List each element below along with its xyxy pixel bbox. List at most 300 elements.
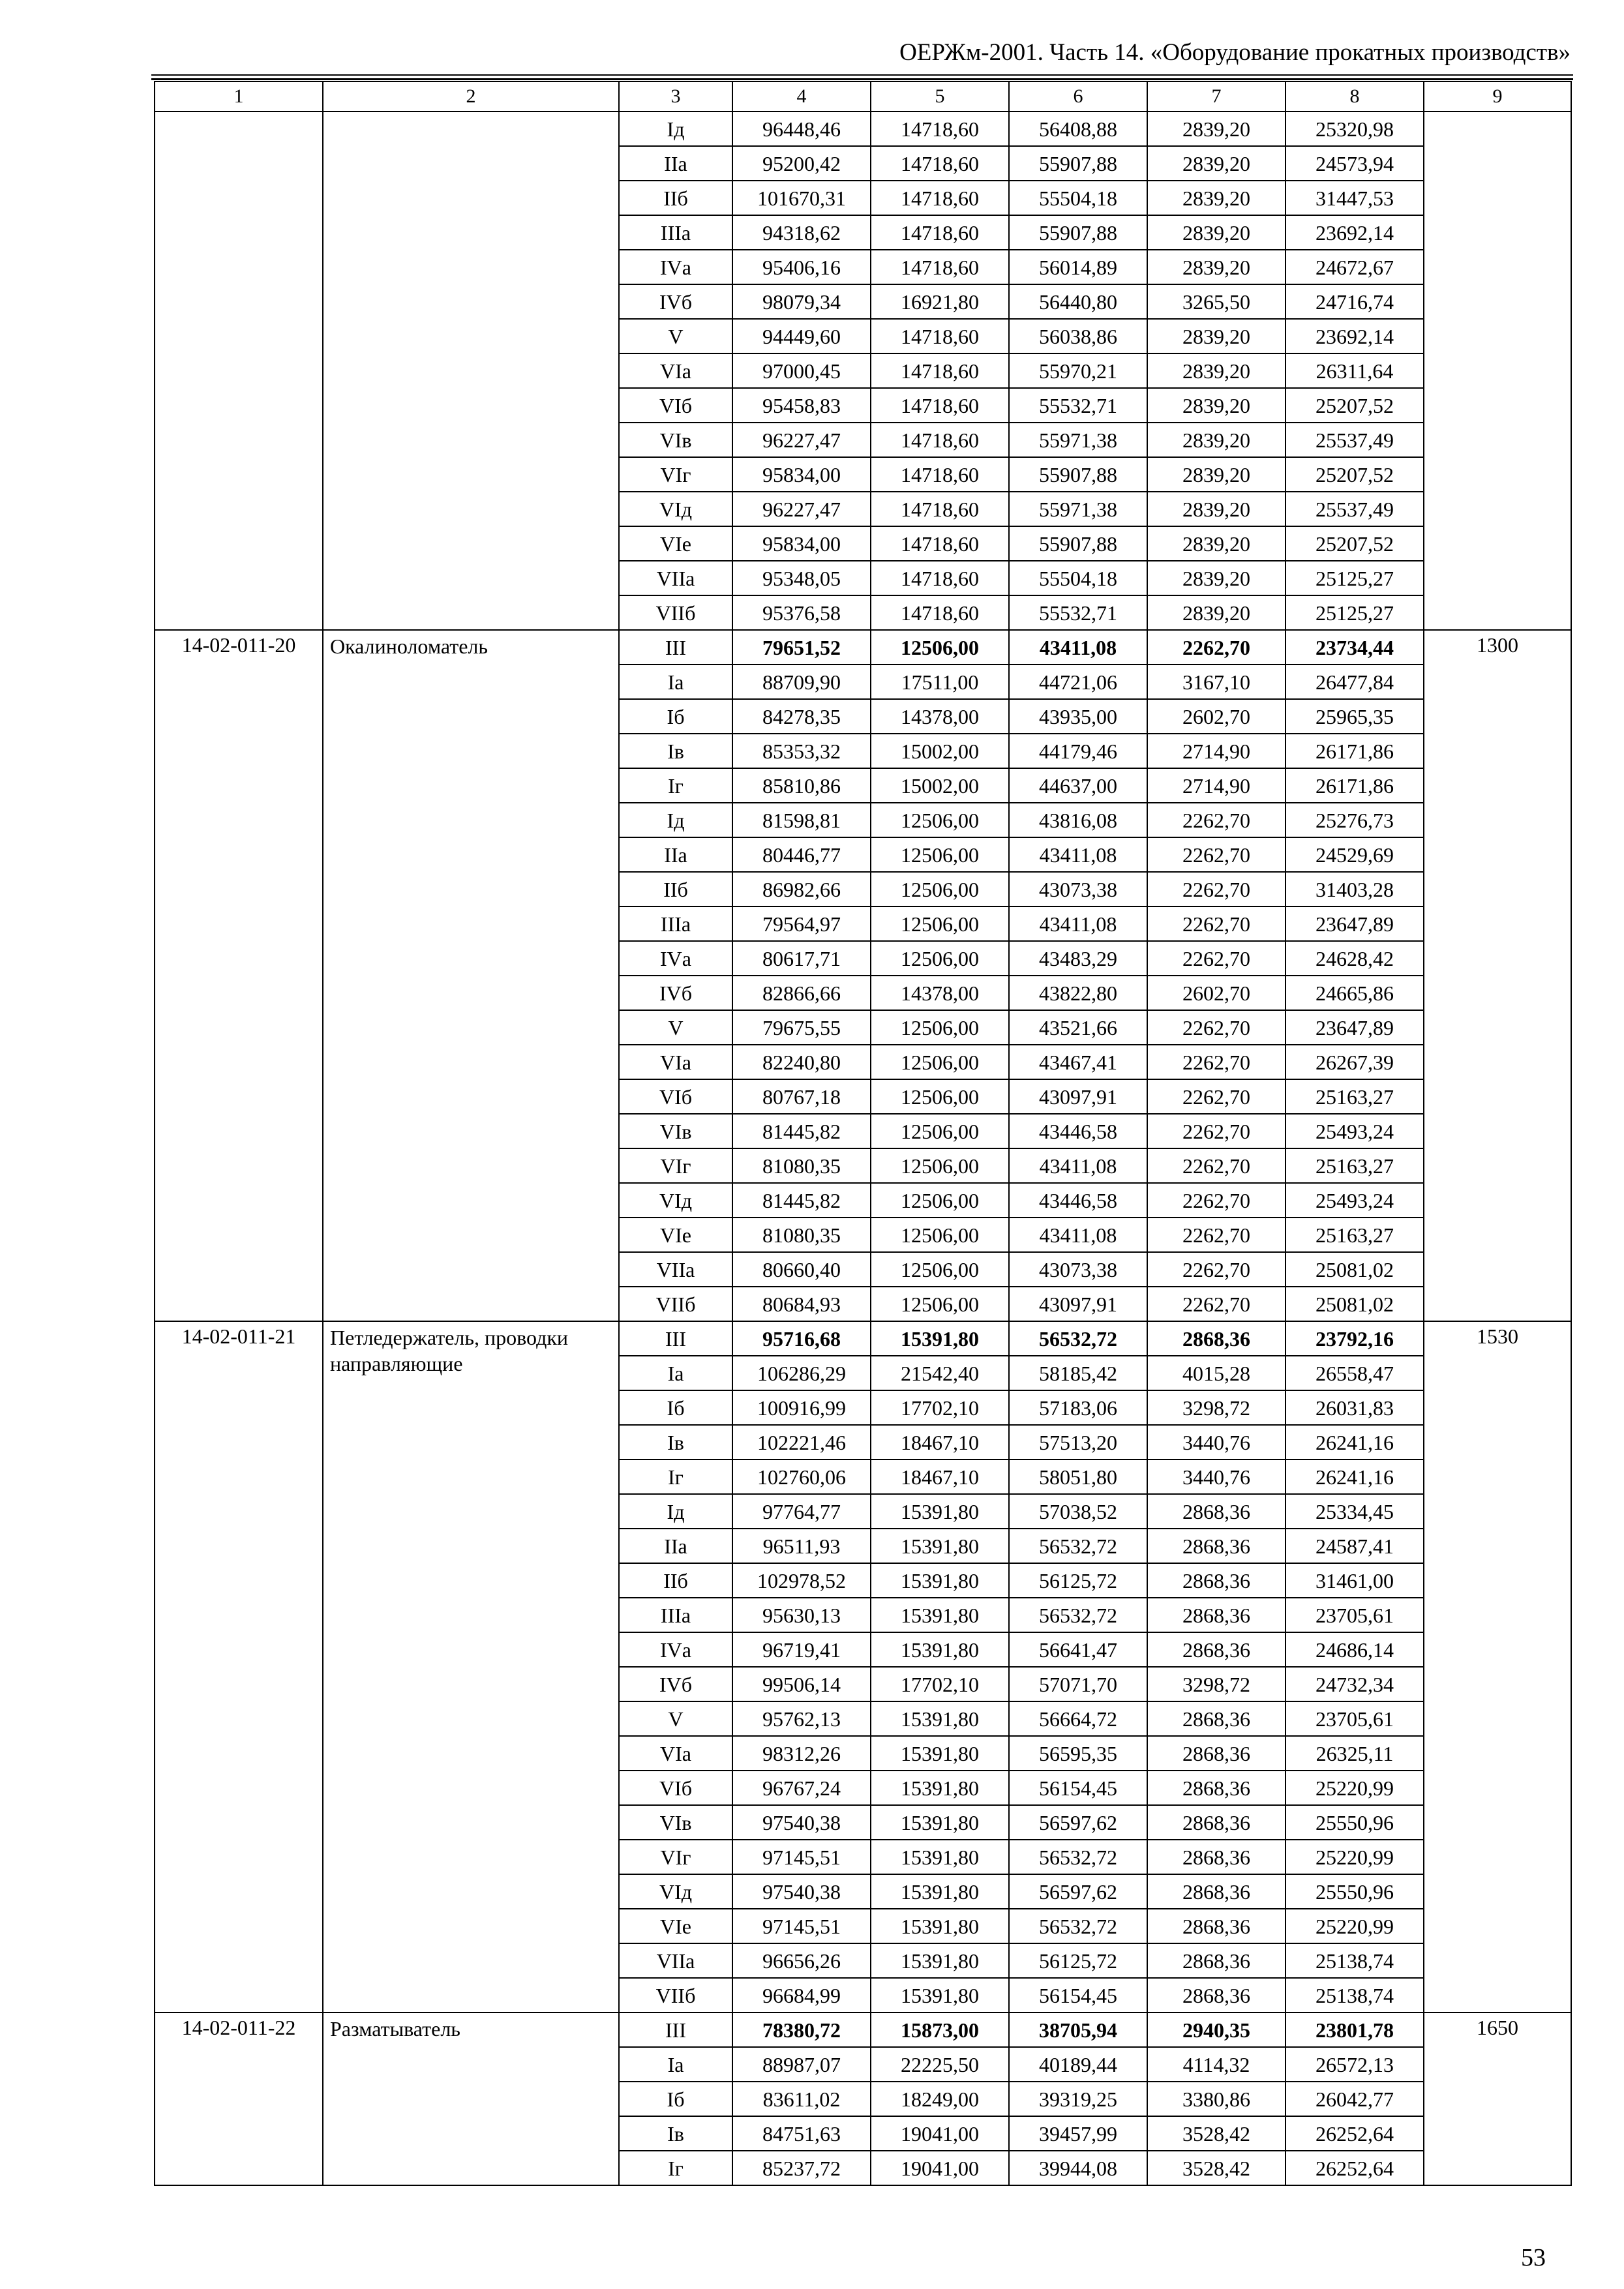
value-cell: 15391,80 bbox=[871, 1978, 1009, 2012]
value-cell: 43097,91 bbox=[1009, 1079, 1147, 1114]
zone-cell: VIа bbox=[619, 353, 732, 388]
zone-cell: IIIа bbox=[619, 215, 732, 250]
zone-cell: VIд bbox=[619, 1874, 732, 1909]
value-cell: 2868,36 bbox=[1147, 1632, 1286, 1667]
value-cell: 2839,20 bbox=[1147, 112, 1286, 146]
value-cell: 43073,38 bbox=[1009, 872, 1147, 906]
column-number: 9 bbox=[1424, 82, 1571, 112]
value-cell: 94449,60 bbox=[732, 319, 871, 353]
value-cell: 15002,00 bbox=[871, 768, 1009, 803]
value-cell: 2839,20 bbox=[1147, 215, 1286, 250]
zone-cell: VIд bbox=[619, 492, 732, 526]
table-row bbox=[155, 112, 1571, 146]
zone-cell: V bbox=[619, 1701, 732, 1736]
value-cell: 96719,41 bbox=[732, 1632, 871, 1667]
value-cell: 3380,86 bbox=[1147, 2082, 1286, 2116]
value-cell: 26267,39 bbox=[1286, 1045, 1424, 1079]
zone-cell: Iв bbox=[619, 1425, 732, 1459]
value-cell: 99506,14 bbox=[732, 1667, 871, 1701]
value-cell: 12506,00 bbox=[871, 1252, 1009, 1287]
value-cell: 97540,38 bbox=[732, 1805, 871, 1840]
value-cell: 57038,52 bbox=[1009, 1494, 1147, 1529]
value-cell: 25138,74 bbox=[1286, 1943, 1424, 1978]
value-cell: 81445,82 bbox=[732, 1183, 871, 1218]
column-number-row bbox=[155, 82, 1571, 112]
value-cell: 14718,60 bbox=[871, 319, 1009, 353]
value-cell: 26252,64 bbox=[1286, 2151, 1424, 2185]
value-cell: 84751,63 bbox=[732, 2116, 871, 2151]
value-cell: 25493,24 bbox=[1286, 1183, 1424, 1218]
value-cell: 56532,72 bbox=[1009, 1840, 1147, 1874]
value-cell: 25334,45 bbox=[1286, 1494, 1424, 1529]
value-cell: 3298,72 bbox=[1147, 1667, 1286, 1701]
rate-code bbox=[155, 112, 323, 630]
value-cell: 43411,08 bbox=[1009, 837, 1147, 872]
value-cell: 25550,96 bbox=[1286, 1874, 1424, 1909]
value-cell: 96656,26 bbox=[732, 1943, 871, 1978]
rate-code: 14-02-011-22 bbox=[155, 2012, 323, 2185]
value-cell: 56440,80 bbox=[1009, 284, 1147, 319]
value-cell: 2839,20 bbox=[1147, 526, 1286, 561]
value-cell: 95762,13 bbox=[732, 1701, 871, 1736]
value-cell: 25537,49 bbox=[1286, 492, 1424, 526]
value-cell: 3528,42 bbox=[1147, 2151, 1286, 2185]
header-rule bbox=[151, 78, 1573, 80]
value-cell: 15873,00 bbox=[871, 2012, 1009, 2047]
value-cell: 14718,60 bbox=[871, 353, 1009, 388]
value-cell: 23705,61 bbox=[1286, 1598, 1424, 1632]
zone-cell: Iб bbox=[619, 2082, 732, 2116]
value-cell: 58185,42 bbox=[1009, 1356, 1147, 1390]
value-cell: 12506,00 bbox=[871, 1287, 1009, 1321]
value-cell: 2940,35 bbox=[1147, 2012, 1286, 2047]
value-cell: 43097,91 bbox=[1009, 1287, 1147, 1321]
value-cell: 43816,08 bbox=[1009, 803, 1147, 837]
value-cell: 2839,20 bbox=[1147, 595, 1286, 630]
value-cell: 14718,60 bbox=[871, 492, 1009, 526]
value-cell: 23647,89 bbox=[1286, 906, 1424, 941]
value-cell: 25163,27 bbox=[1286, 1079, 1424, 1114]
zone-cell: VIб bbox=[619, 1771, 732, 1805]
value-cell: 2262,70 bbox=[1147, 1252, 1286, 1287]
value-cell: 56641,47 bbox=[1009, 1632, 1147, 1667]
value-cell: 43935,00 bbox=[1009, 699, 1147, 734]
value-cell: 81080,35 bbox=[732, 1148, 871, 1183]
column-number: 2 bbox=[323, 82, 619, 112]
zone-cell: Iв bbox=[619, 734, 732, 768]
zone-cell: Iг bbox=[619, 2151, 732, 2185]
zone-cell: VIв bbox=[619, 1114, 732, 1148]
value-cell: 14718,60 bbox=[871, 595, 1009, 630]
zone-cell: Iа bbox=[619, 1356, 732, 1390]
zone-cell: VIг bbox=[619, 457, 732, 492]
value-cell: 2262,70 bbox=[1147, 1010, 1286, 1045]
value-cell: 15391,80 bbox=[871, 1494, 1009, 1529]
value-cell: 23692,14 bbox=[1286, 319, 1424, 353]
value-cell: 14718,60 bbox=[871, 112, 1009, 146]
value-cell: 26042,77 bbox=[1286, 2082, 1424, 2116]
value-cell: 56125,72 bbox=[1009, 1943, 1147, 1978]
value-cell: 18467,10 bbox=[871, 1425, 1009, 1459]
value-cell: 2839,20 bbox=[1147, 146, 1286, 181]
table-row bbox=[155, 630, 1571, 665]
column-number: 7 bbox=[1147, 82, 1286, 112]
value-cell: 26171,86 bbox=[1286, 768, 1424, 803]
value-cell: 56597,62 bbox=[1009, 1874, 1147, 1909]
value-cell: 14718,60 bbox=[871, 423, 1009, 457]
value-cell: 39457,99 bbox=[1009, 2116, 1147, 2151]
zone-cell: IIб bbox=[619, 872, 732, 906]
zone-cell: III bbox=[619, 2012, 732, 2047]
value-cell: 80660,40 bbox=[732, 1252, 871, 1287]
value-cell: 2868,36 bbox=[1147, 1771, 1286, 1805]
zone-cell: Iв bbox=[619, 2116, 732, 2151]
zone-cell: Iд bbox=[619, 112, 732, 146]
value-cell: 25207,52 bbox=[1286, 526, 1424, 561]
value-cell: 55907,88 bbox=[1009, 215, 1147, 250]
value-cell: 2839,20 bbox=[1147, 492, 1286, 526]
value-cell: 102760,06 bbox=[732, 1459, 871, 1494]
value-cell: 82866,66 bbox=[732, 976, 871, 1010]
value-cell: 2868,36 bbox=[1147, 1909, 1286, 1943]
value-cell: 83611,02 bbox=[732, 2082, 871, 2116]
zone-cell: VIв bbox=[619, 1805, 732, 1840]
value-cell: 79651,52 bbox=[732, 630, 871, 665]
value-cell: 15391,80 bbox=[871, 1632, 1009, 1667]
value-cell: 22225,50 bbox=[871, 2047, 1009, 2082]
value-cell: 24587,41 bbox=[1286, 1529, 1424, 1563]
value-cell: 43411,08 bbox=[1009, 1148, 1147, 1183]
zone-cell: IIIа bbox=[619, 1598, 732, 1632]
zone-cell: Iг bbox=[619, 1459, 732, 1494]
value-cell: 12506,00 bbox=[871, 1045, 1009, 1079]
value-cell: 15391,80 bbox=[871, 1529, 1009, 1563]
value-cell: 2839,20 bbox=[1147, 250, 1286, 284]
value-cell: 84278,35 bbox=[732, 699, 871, 734]
value-cell: 43411,08 bbox=[1009, 630, 1147, 665]
value-cell: 2714,90 bbox=[1147, 734, 1286, 768]
value-cell: 55971,38 bbox=[1009, 423, 1147, 457]
column-number: 1 bbox=[155, 82, 323, 112]
zone-cell: VIа bbox=[619, 1045, 732, 1079]
value-cell: 15391,80 bbox=[871, 1909, 1009, 1943]
value-cell: 23792,16 bbox=[1286, 1321, 1424, 1356]
value-cell: 56597,62 bbox=[1009, 1805, 1147, 1840]
value-cell: 12506,00 bbox=[871, 1183, 1009, 1218]
value-cell: 3298,72 bbox=[1147, 1390, 1286, 1425]
value-cell: 18249,00 bbox=[871, 2082, 1009, 2116]
value-cell: 2839,20 bbox=[1147, 353, 1286, 388]
value-cell: 98079,34 bbox=[732, 284, 871, 319]
value-cell: 17511,00 bbox=[871, 665, 1009, 699]
value-cell: 55907,88 bbox=[1009, 146, 1147, 181]
value-cell: 12506,00 bbox=[871, 837, 1009, 872]
value-cell: 43521,66 bbox=[1009, 1010, 1147, 1045]
value-cell: 3265,50 bbox=[1147, 284, 1286, 319]
value-cell: 43483,29 bbox=[1009, 941, 1147, 976]
zone-cell: VIIа bbox=[619, 1943, 732, 1978]
value-cell: 17702,10 bbox=[871, 1667, 1009, 1701]
value-cell: 85237,72 bbox=[732, 2151, 871, 2185]
value-cell: 96511,93 bbox=[732, 1529, 871, 1563]
zone-cell: III bbox=[619, 630, 732, 665]
value-cell: 2839,20 bbox=[1147, 388, 1286, 423]
value-cell: 15391,80 bbox=[871, 1840, 1009, 1874]
zone-cell: IIа bbox=[619, 837, 732, 872]
value-cell: 96448,46 bbox=[732, 112, 871, 146]
value-cell: 81598,81 bbox=[732, 803, 871, 837]
zone-cell: VIIа bbox=[619, 561, 732, 595]
value-cell: 3440,76 bbox=[1147, 1459, 1286, 1494]
value-cell: 25207,52 bbox=[1286, 457, 1424, 492]
running-header: ОЕРЖм-2001. Часть 14. «Оборудование прокатных производств» bbox=[899, 39, 1571, 66]
value-cell: 16921,80 bbox=[871, 284, 1009, 319]
value-cell: 57183,06 bbox=[1009, 1390, 1147, 1425]
value-cell: 26241,16 bbox=[1286, 1459, 1424, 1494]
zone-cell: IIб bbox=[619, 181, 732, 215]
zone-cell: VIв bbox=[619, 423, 732, 457]
value-cell: 95348,05 bbox=[732, 561, 871, 595]
zone-cell: V bbox=[619, 1010, 732, 1045]
value-cell: 2868,36 bbox=[1147, 1494, 1286, 1529]
value-cell: 25550,96 bbox=[1286, 1805, 1424, 1840]
value-cell: 55504,18 bbox=[1009, 561, 1147, 595]
value-cell: 85810,86 bbox=[732, 768, 871, 803]
value-cell: 2839,20 bbox=[1147, 319, 1286, 353]
value-cell: 26325,11 bbox=[1286, 1736, 1424, 1771]
value-cell: 12506,00 bbox=[871, 803, 1009, 837]
value-cell: 2262,70 bbox=[1147, 1183, 1286, 1218]
zone-cell: IIIа bbox=[619, 906, 732, 941]
value-cell: 56595,35 bbox=[1009, 1736, 1147, 1771]
price-table bbox=[154, 81, 1572, 2186]
value-cell: 55971,38 bbox=[1009, 492, 1147, 526]
value-cell: 88987,07 bbox=[732, 2047, 871, 2082]
zone-cell: VIб bbox=[619, 388, 732, 423]
value-cell: 2839,20 bbox=[1147, 181, 1286, 215]
value-cell: 26252,64 bbox=[1286, 2116, 1424, 2151]
value-cell: 26558,47 bbox=[1286, 1356, 1424, 1390]
zone-cell: III bbox=[619, 1321, 732, 1356]
value-cell: 95834,00 bbox=[732, 526, 871, 561]
value-cell: 18467,10 bbox=[871, 1459, 1009, 1494]
value-cell: 3167,10 bbox=[1147, 665, 1286, 699]
zone-cell: Iа bbox=[619, 665, 732, 699]
value-cell: 14378,00 bbox=[871, 699, 1009, 734]
value-cell: 25125,27 bbox=[1286, 595, 1424, 630]
value-cell: 44179,46 bbox=[1009, 734, 1147, 768]
value-cell: 2602,70 bbox=[1147, 699, 1286, 734]
value-cell: 2714,90 bbox=[1147, 768, 1286, 803]
value-cell: 85353,32 bbox=[732, 734, 871, 768]
value-cell: 44721,06 bbox=[1009, 665, 1147, 699]
value-cell: 25138,74 bbox=[1286, 1978, 1424, 2012]
zone-cell: VIе bbox=[619, 526, 732, 561]
value-cell: 2262,70 bbox=[1147, 1114, 1286, 1148]
value-cell: 17702,10 bbox=[871, 1390, 1009, 1425]
value-cell: 81080,35 bbox=[732, 1218, 871, 1252]
value-cell: 26241,16 bbox=[1286, 1425, 1424, 1459]
value-cell: 14718,60 bbox=[871, 457, 1009, 492]
value-cell: 12506,00 bbox=[871, 1148, 1009, 1183]
value-cell: 56532,72 bbox=[1009, 1598, 1147, 1632]
value-cell: 15391,80 bbox=[871, 1771, 1009, 1805]
value-cell: 39319,25 bbox=[1009, 2082, 1147, 2116]
value-cell: 12506,00 bbox=[871, 630, 1009, 665]
zone-cell: VIе bbox=[619, 1218, 732, 1252]
zone-cell: IVб bbox=[619, 1667, 732, 1701]
value-cell: 43411,08 bbox=[1009, 1218, 1147, 1252]
value-cell: 12506,00 bbox=[871, 941, 1009, 976]
value-cell: 14718,60 bbox=[871, 561, 1009, 595]
value-cell: 44637,00 bbox=[1009, 768, 1147, 803]
value-cell: 4114,32 bbox=[1147, 2047, 1286, 2082]
zone-cell: VIг bbox=[619, 1148, 732, 1183]
value-cell: 26572,13 bbox=[1286, 2047, 1424, 2082]
value-cell: 43446,58 bbox=[1009, 1183, 1147, 1218]
value-cell: 25163,27 bbox=[1286, 1218, 1424, 1252]
value-cell: 2602,70 bbox=[1147, 976, 1286, 1010]
equipment-name: Окалиноломатель bbox=[323, 630, 619, 1321]
column-9-value: 1650 bbox=[1424, 2012, 1571, 2185]
value-cell: 2868,36 bbox=[1147, 1321, 1286, 1356]
value-cell: 55907,88 bbox=[1009, 526, 1147, 561]
value-cell: 55504,18 bbox=[1009, 181, 1147, 215]
value-cell: 2262,70 bbox=[1147, 1218, 1286, 1252]
value-cell: 2262,70 bbox=[1147, 1148, 1286, 1183]
value-cell: 15002,00 bbox=[871, 734, 1009, 768]
zone-cell: VIг bbox=[619, 1840, 732, 1874]
value-cell: 2262,70 bbox=[1147, 630, 1286, 665]
value-cell: 97000,45 bbox=[732, 353, 871, 388]
value-cell: 24716,74 bbox=[1286, 284, 1424, 319]
value-cell: 97145,51 bbox=[732, 1840, 871, 1874]
value-cell: 21542,40 bbox=[871, 1356, 1009, 1390]
value-cell: 12506,00 bbox=[871, 1218, 1009, 1252]
zone-cell: VIIб bbox=[619, 1978, 732, 2012]
value-cell: 25163,27 bbox=[1286, 1148, 1424, 1183]
value-cell: 58051,80 bbox=[1009, 1459, 1147, 1494]
value-cell: 14718,60 bbox=[871, 146, 1009, 181]
value-cell: 57513,20 bbox=[1009, 1425, 1147, 1459]
value-cell: 25220,99 bbox=[1286, 1909, 1424, 1943]
column-number: 8 bbox=[1286, 82, 1424, 112]
value-cell: 15391,80 bbox=[871, 1701, 1009, 1736]
value-cell: 96767,24 bbox=[732, 1771, 871, 1805]
value-cell: 81445,82 bbox=[732, 1114, 871, 1148]
value-cell: 23692,14 bbox=[1286, 215, 1424, 250]
zone-cell: Iб bbox=[619, 699, 732, 734]
value-cell: 24665,86 bbox=[1286, 976, 1424, 1010]
value-cell: 25537,49 bbox=[1286, 423, 1424, 457]
value-cell: 56664,72 bbox=[1009, 1701, 1147, 1736]
value-cell: 95716,68 bbox=[732, 1321, 871, 1356]
value-cell: 95458,83 bbox=[732, 388, 871, 423]
value-cell: 14378,00 bbox=[871, 976, 1009, 1010]
value-cell: 56014,89 bbox=[1009, 250, 1147, 284]
value-cell: 96684,99 bbox=[732, 1978, 871, 2012]
value-cell: 55970,21 bbox=[1009, 353, 1147, 388]
column-9-value: 1300 bbox=[1424, 630, 1571, 1321]
value-cell: 25965,35 bbox=[1286, 699, 1424, 734]
zone-cell: VIIб bbox=[619, 1287, 732, 1321]
value-cell: 86982,66 bbox=[732, 872, 871, 906]
page-number: 53 bbox=[1521, 2244, 1546, 2271]
value-cell: 31403,28 bbox=[1286, 872, 1424, 906]
value-cell: 15391,80 bbox=[871, 1321, 1009, 1356]
value-cell: 98312,26 bbox=[732, 1736, 871, 1771]
value-cell: 12506,00 bbox=[871, 1010, 1009, 1045]
zone-cell: VIIб bbox=[619, 595, 732, 630]
value-cell: 100916,99 bbox=[732, 1390, 871, 1425]
value-cell: 56154,45 bbox=[1009, 1978, 1147, 2012]
value-cell: 2839,20 bbox=[1147, 561, 1286, 595]
value-cell: 25220,99 bbox=[1286, 1840, 1424, 1874]
value-cell: 2262,70 bbox=[1147, 1079, 1286, 1114]
value-cell: 55532,71 bbox=[1009, 595, 1147, 630]
value-cell: 94318,62 bbox=[732, 215, 871, 250]
value-cell: 15391,80 bbox=[871, 1805, 1009, 1840]
zone-cell: VIIа bbox=[619, 1252, 732, 1287]
value-cell: 97764,77 bbox=[732, 1494, 871, 1529]
value-cell: 80684,93 bbox=[732, 1287, 871, 1321]
value-cell: 2262,70 bbox=[1147, 872, 1286, 906]
value-cell: 56532,72 bbox=[1009, 1529, 1147, 1563]
table-row bbox=[155, 2012, 1571, 2047]
value-cell: 3528,42 bbox=[1147, 2116, 1286, 2151]
value-cell: 25081,02 bbox=[1286, 1252, 1424, 1287]
value-cell: 79564,97 bbox=[732, 906, 871, 941]
value-cell: 56408,88 bbox=[1009, 112, 1147, 146]
zone-cell: IVа bbox=[619, 941, 732, 976]
value-cell: 95406,16 bbox=[732, 250, 871, 284]
value-cell: 25320,98 bbox=[1286, 112, 1424, 146]
value-cell: 95200,42 bbox=[732, 146, 871, 181]
value-cell: 2868,36 bbox=[1147, 1598, 1286, 1632]
value-cell: 102221,46 bbox=[732, 1425, 871, 1459]
column-number: 4 bbox=[732, 82, 871, 112]
value-cell: 31461,00 bbox=[1286, 1563, 1424, 1598]
value-cell: 14718,60 bbox=[871, 388, 1009, 423]
equipment-name: Петледержатель, проводки направляющие bbox=[323, 1321, 619, 2012]
value-cell: 31447,53 bbox=[1286, 181, 1424, 215]
value-cell: 40189,44 bbox=[1009, 2047, 1147, 2082]
equipment-name bbox=[323, 112, 619, 630]
value-cell: 2868,36 bbox=[1147, 1805, 1286, 1840]
value-cell: 25207,52 bbox=[1286, 388, 1424, 423]
value-cell: 56038,86 bbox=[1009, 319, 1147, 353]
value-cell: 2868,36 bbox=[1147, 1978, 1286, 2012]
value-cell: 96227,47 bbox=[732, 423, 871, 457]
value-cell: 25125,27 bbox=[1286, 561, 1424, 595]
value-cell: 25276,73 bbox=[1286, 803, 1424, 837]
value-cell: 2868,36 bbox=[1147, 1840, 1286, 1874]
value-cell: 80446,77 bbox=[732, 837, 871, 872]
value-cell: 23734,44 bbox=[1286, 630, 1424, 665]
value-cell: 56532,72 bbox=[1009, 1909, 1147, 1943]
zone-cell: Iг bbox=[619, 768, 732, 803]
value-cell: 25220,99 bbox=[1286, 1771, 1424, 1805]
value-cell: 24529,69 bbox=[1286, 837, 1424, 872]
value-cell: 2262,70 bbox=[1147, 1287, 1286, 1321]
value-cell: 101670,31 bbox=[732, 181, 871, 215]
value-cell: 82240,80 bbox=[732, 1045, 871, 1079]
value-cell: 14718,60 bbox=[871, 181, 1009, 215]
value-cell: 15391,80 bbox=[871, 1598, 1009, 1632]
value-cell: 2262,70 bbox=[1147, 906, 1286, 941]
value-cell: 14718,60 bbox=[871, 215, 1009, 250]
value-cell: 88709,90 bbox=[732, 665, 871, 699]
